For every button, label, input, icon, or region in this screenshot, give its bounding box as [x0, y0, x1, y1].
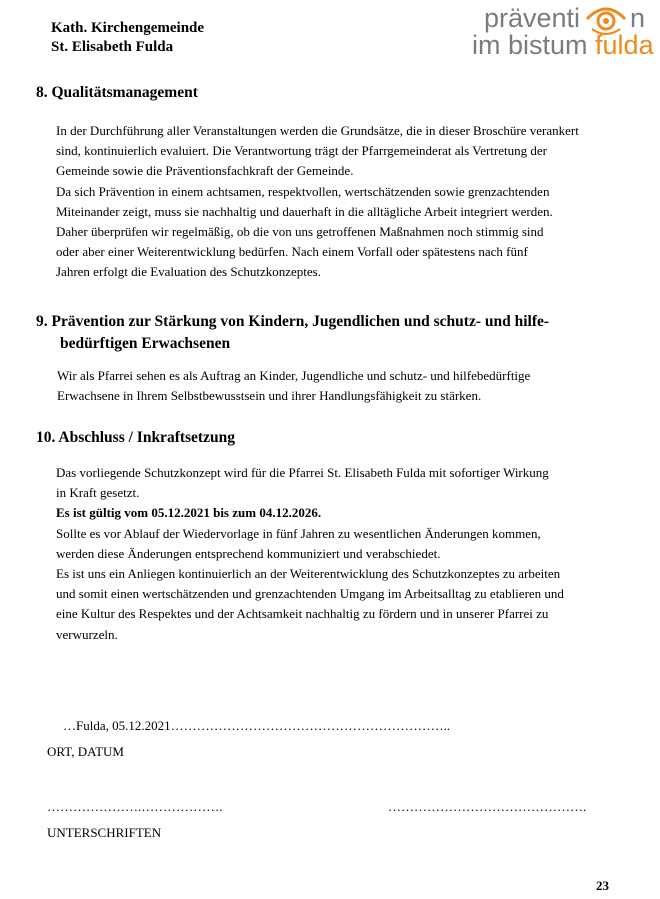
section-8-body	[56, 121, 579, 283]
text-line: In der Durchführung aller Veranstaltungen werden die Grundsätze, die in dieser Broschüre verankert	[56, 123, 579, 138]
page-number: 23	[596, 878, 609, 893]
section-10-heading: 10. Abschluss / Inkraftsetzung	[36, 429, 235, 446]
text-line: Sollte es vor Ablauf der Wiedervorlage in fünf Jahren zu wesentlichen Änderungen kommen,	[56, 525, 541, 541]
text-line: werden diese Änderungen entsprechend kommuniziert und verabschiedet.	[56, 545, 441, 561]
validity-period: Es ist gültig vom 05.12.2021 bis zum 04.12.2026.	[56, 505, 322, 521]
logo-word-fulda: fulda	[595, 30, 654, 60]
logo-line-1	[484, 5, 580, 31]
text-line: Wir als Pfarrei sehen es als Auftrag an Kinder, Jugendliche und schutz- und hilfebedürftige	[57, 368, 531, 383]
text-line: oder aber einer Weiterentwicklung bedürfen. Nach einem Vorfall oder spätestens nach fünf	[56, 244, 528, 260]
text-line: Daher überprüfen wir regelmäßig, ob die von uns getroffenen Maßnahmen noch stimmig sind	[56, 224, 544, 240]
logo-line-2	[472, 32, 654, 58]
text-line: Jahren erfolgt die Evaluation des Schutzkonzeptes.	[56, 264, 321, 280]
text-line: sind, kontinuierlich evaluiert. Die Verantwortung trägt der Pfarrgemeinderat als Vertretung der	[56, 143, 547, 159]
signatures-label: UNTERSCHRIFTEN	[47, 825, 162, 840]
section-8-heading: 8. Qualitätsmanagement	[36, 84, 198, 101]
text-line: verwurzeln.	[56, 626, 118, 642]
text-line: Es ist uns ein Anliegen kontinuierlich an der Weiterentwicklung des Schutzkonzeptes zu arbeiten	[56, 566, 561, 582]
signature-line-right: ……………………………………….	[388, 799, 587, 814]
place-date-label: ORT, DATUM	[47, 744, 124, 759]
text-line: Erwachsene in Ihrem Selbstbewusstsein und ihrer Handlungsfähigkeit zu stärken.	[57, 388, 482, 404]
organization-name	[51, 19, 204, 57]
text-line: Das vorliegende Schutzkonzept wird für die Pfarrei St. Elisabeth Fulda mit sofortiger Wirkung	[56, 465, 549, 480]
place-date-field: …Fulda, 05.12.2021………………………………………………………..	[63, 718, 451, 733]
text-line: Miteinander zeigt, muss sie nachhaltig und dauerhaft in die alltägliche Arbeit integriert werden.	[56, 203, 553, 219]
text-line: und somit einen wertschätzenden und grenzachtenden Umgang im Arbeitsalltag zu etablieren und	[56, 586, 564, 602]
logo-word-im-bistum: im bistum	[472, 30, 588, 60]
text-line: in Kraft gesetzt.	[56, 485, 140, 501]
logo-letter-n: n	[630, 3, 646, 33]
organization-line-2: St. Elisabeth Fulda	[51, 39, 174, 55]
text-line: Gemeinde sowie die Präventionsfachkraft der Gemeinde.	[56, 163, 354, 179]
text-line: Da sich Prävention in einem achtsamen, respektvollen, wertschätzenden sowie grenzachtenden	[56, 183, 550, 199]
section-9-heading	[36, 311, 549, 355]
organization-line-1: Kath. Kirchengemeinde	[51, 20, 205, 36]
logo-word-praeventi: präventi	[484, 3, 581, 33]
section-9-heading-line-1: 9. Prävention zur Stärkung von Kindern, Jugendlichen und schutz- und hilfe-	[36, 313, 550, 330]
section-9-heading-line-2: bedürftigen Erwachsenen	[60, 335, 231, 352]
section-10-body	[56, 463, 564, 645]
text-line: eine Kultur des Respektes und der Achtsamkeit nachhaltig zu fördern und in unserer Pfarrei zu	[56, 606, 549, 622]
section-9-body	[57, 366, 530, 406]
signature-line-left: ………………….……………….	[47, 799, 223, 814]
praevention-logo	[472, 3, 652, 59]
